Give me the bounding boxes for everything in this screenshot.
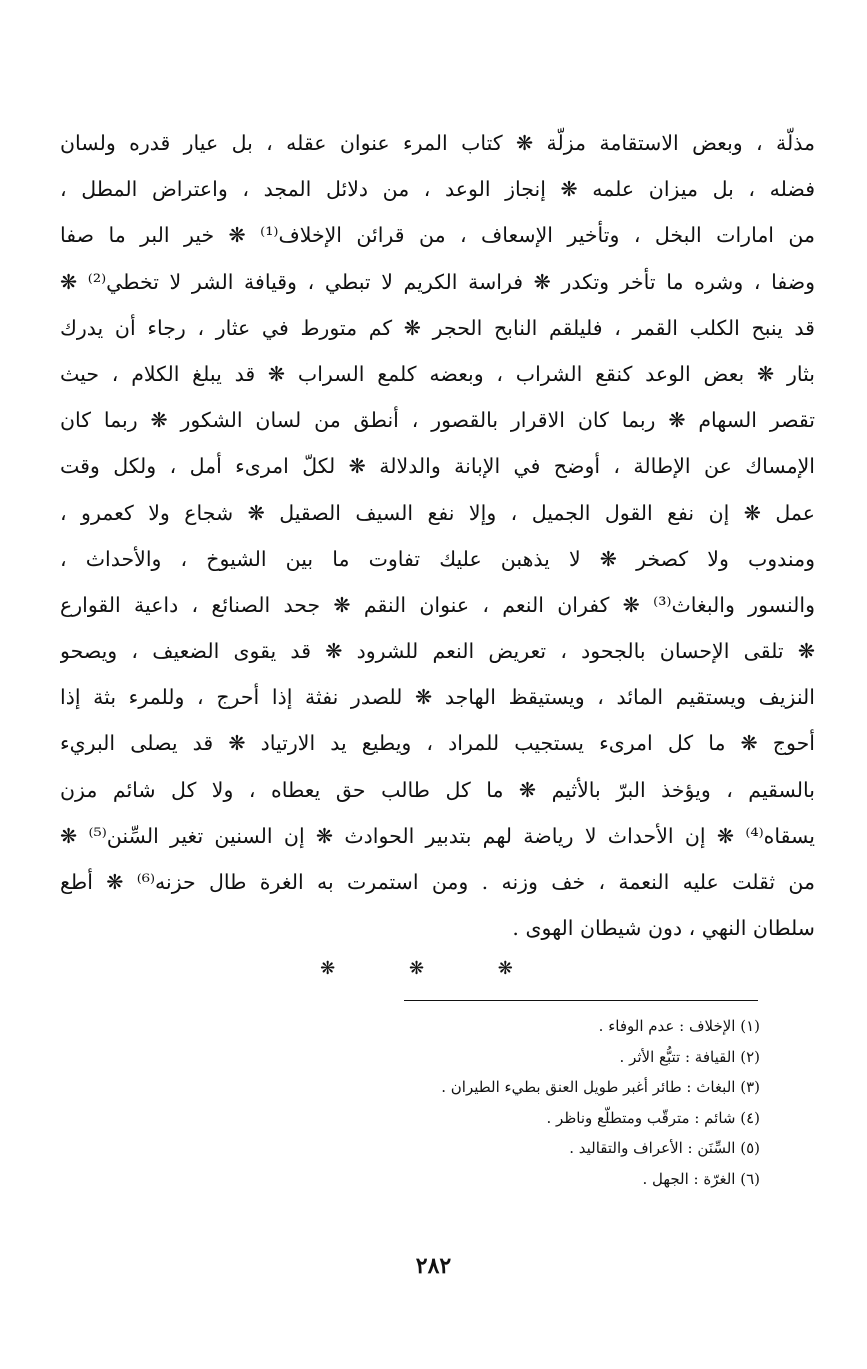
footnote: (٢) القيافة : تتبُّع الأثر . [619, 1047, 760, 1066]
text-line: أحوج ❋ ما كل امرىء يستجيب للمراد ، ويطيع يد الارتياد ❋ قد يصلى البريء [60, 731, 815, 756]
text-line: ومندوب ولا كصخر ❋ لا يذهبن عليك تفاوت ما بين الشيوخ ، والأحداث ، [60, 546, 815, 571]
text-line: وضفا ، وشره ما تأخر وتكدر ❋ فراسة الكريم لا تبطي ، وقيافة الشر لا تخطي⁽²⁾ ❋ [60, 269, 815, 294]
text-line: سلطان النهي ، دون شيطان الهوى . [512, 916, 815, 941]
text-line: ❋ تلقى الإحسان بالجحود ، تعريض النعم للشرود ❋ قد يقوى الضعيف ، ويصحو [60, 639, 815, 664]
footnote: (٦) الغرّة : الجهل . [642, 1169, 760, 1188]
main-text [60, 120, 815, 951]
text-line: بالسقيم ، ويؤخذ البرّ بالأثيم ❋ ما كل طالب حق يعطاه ، ولا كل شائم مزن [60, 777, 815, 802]
text-line: النزيف ويستقيم المائد ، ويستيقظ الهاجد ❋ للصدر نفثة إذا أحرج ، وللمرء بثة إذا [60, 685, 815, 710]
text-line: عمل ❋ إن نفع القول الجميل ، وإلا نفع السيف الصقيل ❋ شجاع ولا كعمرو ، [60, 500, 815, 525]
text-line: بثار ❋ بعض الوعد كنقع الشراب ، وبعضه كلمع السراب ❋ قد يبلغ الكلام ، حيث [60, 361, 815, 386]
text-line: تقصر السهام ❋ ربما كان الاقرار بالقصور ، أنطق من لسان الشكور ❋ ربما كان [60, 408, 815, 433]
text-line: مذلّة ، وبعض الاستقامة مزلّة ❋ كتاب المرء عنوان عقله ، بل عيار قدره ولسان [60, 131, 815, 155]
text-line: من ثقلت عليه النعمة ، خف وزنه . ومن استمرت به الغرة طال حزنه⁽⁶⁾ ❋ أطع [60, 870, 815, 894]
footnote-rule [404, 1000, 758, 1001]
footnote: (١) الإخلاف : عدم الوفاء . [598, 1017, 760, 1035]
section-separator: ❋ ❋ ❋ [320, 958, 547, 979]
text-line: الإمساك عن الإطالة ، أوضح في الإبانة والدلالة ❋ لكلّ امرىء أمل ، ولكل وقت [60, 454, 815, 479]
footnote: (٥) السِّنَن : الأعراف والتقاليد . [569, 1139, 760, 1158]
footnotes [300, 1011, 760, 1195]
text-line: فضله ، بل ميزان علمه ❋ إنجاز الوعد ، من دلائل المجد ، واعتراض المطل ، [60, 177, 815, 202]
text-line: من امارات البخل ، وتأخير الإسعاف ، من قرائن الإخلاف⁽¹⁾ ❋ خير البر ما صفا [60, 223, 815, 248]
footnote: (٣) البغاث : طائر أغبر طويل العنق بطيء الطيران . [441, 1078, 760, 1097]
text-line: والنسور والبغاث⁽³⁾ ❋ كفران النعم ، عنوان النقم ❋ جحد الصنائع ، داعية القوارع [60, 592, 815, 617]
text-line: قد ينبح الكلب القمر ، فليلقم النابح الحجر ❋ كم متورط في عثار ، رجاء أن يدرك [60, 315, 815, 340]
page-number: ٢٨٢ [415, 1253, 452, 1279]
text-line: يسقاه⁽⁴⁾ ❋ إن الأحداث لا رياضة لهم بتدبير الحوادث ❋ إن السنين تغير السِّنن⁽⁵⁾ ❋ [60, 823, 815, 848]
footnote: (٤) شائم : مترقّب ومتطلّع وناظر . [546, 1108, 760, 1127]
